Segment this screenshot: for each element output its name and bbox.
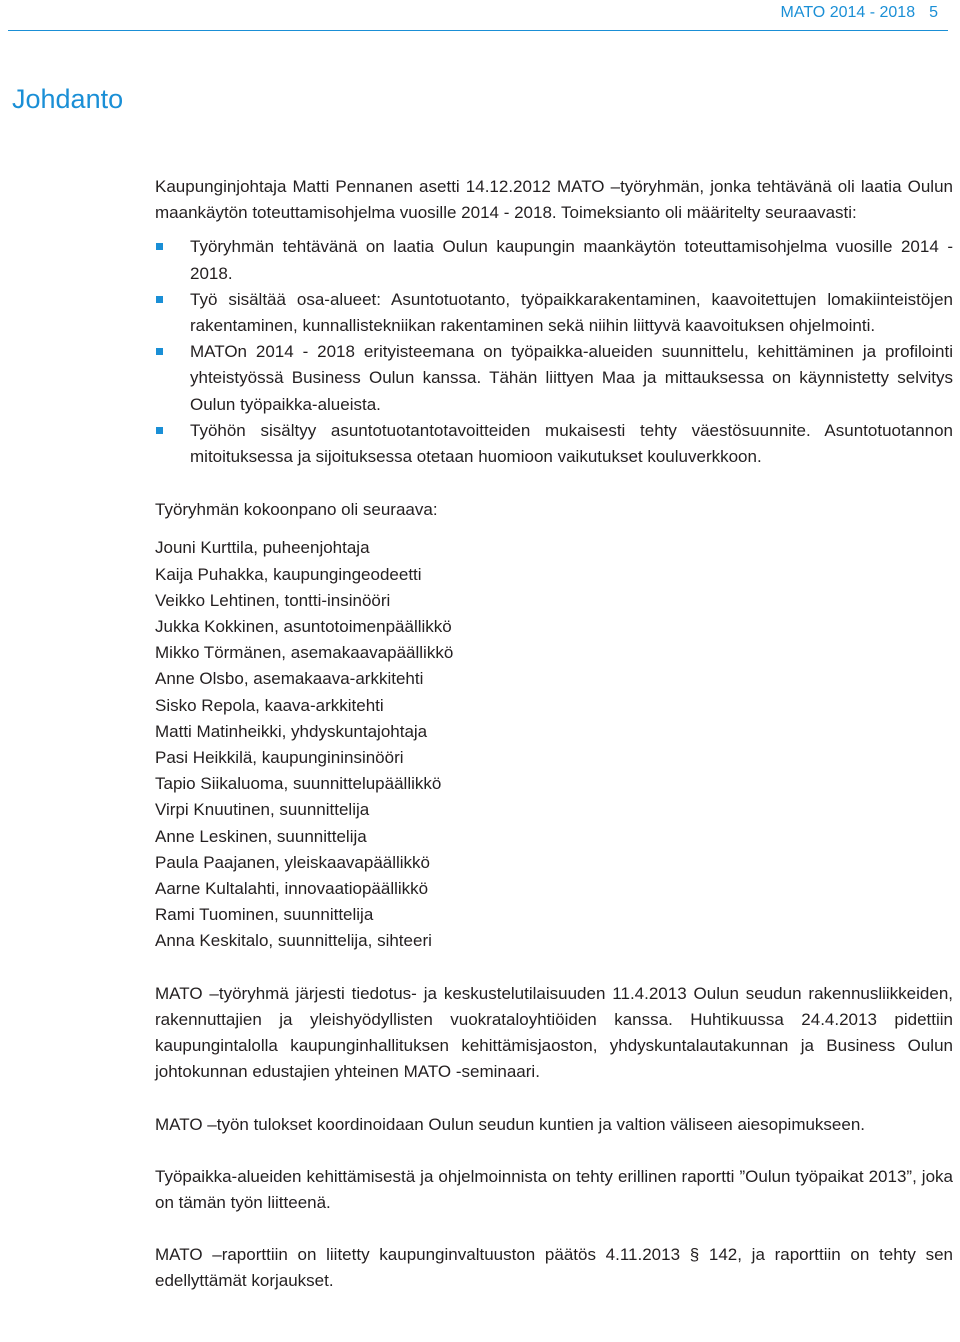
square-bullet-icon [156,348,163,355]
square-bullet-icon [156,243,163,250]
member-item: Virpi Knuutinen, suunnittelija [155,800,370,820]
task-list [155,234,953,470]
square-bullet-icon [156,296,163,303]
decision-paragraph: MATO –raporttiin on liitetty kaupunginvaltuuston päätös 4.11.2013 § 142, ja raporttiin on tehty sen edellyttämät korjaukset. [155,1245,953,1291]
member-item: Sisko Repola, kaava-arkkitehti [155,695,384,715]
task-text: Työryhmän tehtävänä on laatia Oulun kaupungin maankäytön toteuttamisohjelma vuosille 2014 - 2018. [190,237,953,283]
member-item: Paula Paajanen, yleiskaavapäällikkö [155,852,431,872]
member-item: Anna Keskitalo, suunnittelija, sihteeri [155,931,432,951]
intro-paragraph: Kaupunginjohtaja Matti Pennanen asetti 14.12.2012 MATO –työryhmän, jonka tehtävänä oli laatia Oulun maankäytön toteuttamisohjelma vuosille 2014 - 2018. Toimeksianto oli määritelty seuraavasti: [155,177,953,223]
member-item: Veikko Lehtinen, tontti-insinööri [155,590,391,610]
task-text: Työ sisältää osa-alueet: Asuntotuotanto, työpaikkarakentaminen, kaavoitettujen lomakiinteistöjen rakentaminen, kunnallistekniikan rakentaminen sekä niihin liittyvä kaavoituksen ohjelmointi. [190,289,953,336]
member-item: Tapio Siikaluoma, suunnittelupäällikkö [155,774,442,794]
member-item: Jukka Kokkinen, asuntotoimenpäällikkö [155,617,452,637]
member-item: Mikko Törmänen, asemakaavapäällikkö [155,643,454,663]
member-item: Jouni Kurttila, puheenjohtaja [155,538,370,558]
member-item: Kaija Puhakka, kaupungingeodeetti [155,564,422,584]
header-rule [8,30,948,31]
seminar-paragraph: MATO –työryhmä järjesti tiedotus- ja keskustelutilaisuuden 11.4.2013 Oulun seudun rakennusliikkeiden, rakennuttajien ja yleishyödyllisten vuokrataloyhtiöiden kanssa. Huhtikuussa 24.4.2013 pidettiin kaupungintalolla kaupunginhallituksen kehittämisjaoston, yhdyskuntalautakunnan ja Business Oulun johtokunnan edustajien yhteinen MATO -seminaari. [155,983,953,1082]
coordination-paragraph: MATO –työn tulokset koordinoidaan Oulun seudun kuntien ja valtion väliseen aiesopimukseen. [155,1114,866,1134]
report-paragraph: Työpaikka-alueiden kehittämisestä ja ohjelmoinnista on tehty erillinen raportti ”Oulun työpaikat 2013”, joka on tämän työn liitteenä. [155,1166,953,1212]
member-item: Anne Olsbo, asemakaava-arkkitehti [155,669,424,689]
task-item [155,418,953,470]
task-item [155,234,953,286]
running-header-title: MATO 2014 - 2018 [780,4,916,21]
member-item: Pasi Heikkilä, kaupungininsinööri [155,748,404,768]
document-body [155,174,953,1295]
running-header [781,2,939,24]
task-item [155,339,953,418]
member-item: Matti Matinheikki, yhdyskuntajohtaja [155,721,428,741]
composition-intro: Työryhmän kokoonpano oli seuraava: [155,500,438,520]
member-item: Aarne Kultalahti, innovaatiopäällikkö [155,879,429,899]
member-item: Anne Leskinen, suunnittelija [155,826,367,846]
square-bullet-icon [156,427,163,434]
page-number: 5 [929,4,938,21]
task-text: Työhön sisältyy asuntotuotantotavoitteiden mukaisesti tehty väestösuunnite. Asuntotuotannon mitoituksessa ja sijoituksessa otetaan huomioon vaikutukset kouluverkkoon. [190,420,953,467]
task-text: MATOn 2014 - 2018 erityisteemana on työpaikka-alueiden suunnittelu, kehittäminen ja profilointi yhteistyössä Business Oulun kanssa. Tähän liittyen Maa ja mittauksessa on käynnistetty selvitys Oulun työpaikka-alueista. [190,342,953,414]
section-title: Johdanto [12,84,124,114]
member-item: Rami Tuominen, suunnittelija [155,905,374,925]
task-item [155,287,953,339]
member-list [155,535,953,954]
